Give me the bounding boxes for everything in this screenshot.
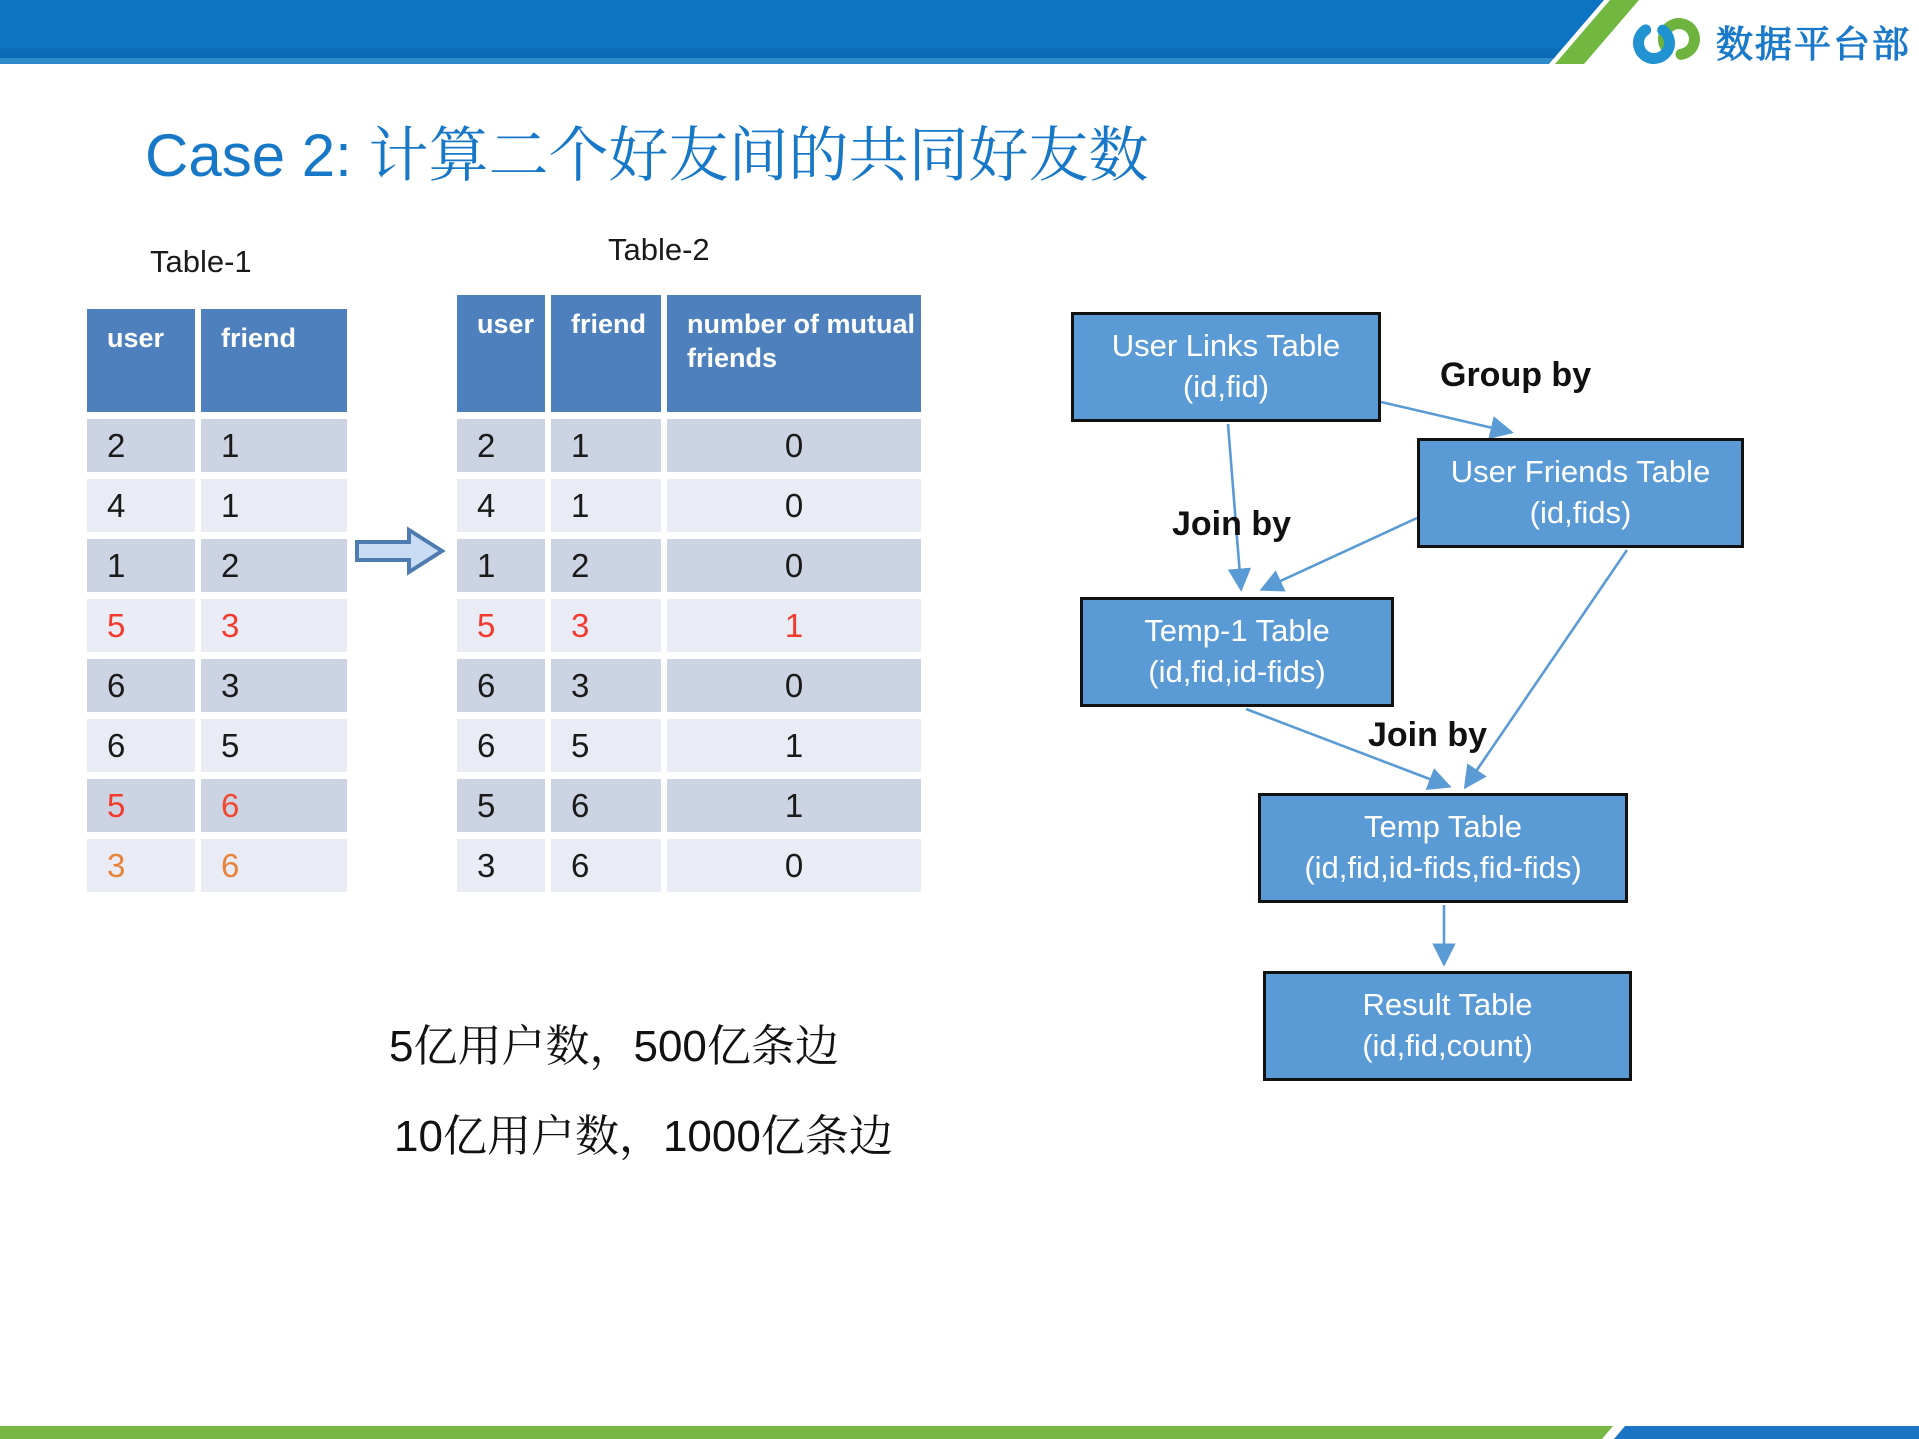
node-user-friends-table bbox=[1417, 438, 1744, 548]
table2-cell: 6 bbox=[457, 719, 545, 772]
table1 bbox=[87, 309, 347, 892]
table2-cell: 1 bbox=[457, 539, 545, 592]
table2-label: Table-2 bbox=[608, 232, 710, 267]
table2-cell: 0 bbox=[667, 659, 921, 712]
table2-cell: 0 bbox=[667, 539, 921, 592]
table1-cell: 3 bbox=[201, 659, 347, 712]
node-title: Temp-1 Table bbox=[1144, 613, 1330, 649]
company-logo bbox=[1630, 12, 1915, 70]
node-title: Result Table bbox=[1362, 987, 1533, 1023]
page-title: Case 2: 计算二个好友间的共同好友数 bbox=[145, 122, 1149, 189]
table1-cell: 1 bbox=[201, 479, 347, 532]
table2-cell: 6 bbox=[457, 659, 545, 712]
table2-cell: 3 bbox=[551, 659, 661, 712]
table2-cell: 2 bbox=[457, 419, 545, 472]
node-fields: (id,fid,id-fids) bbox=[1148, 654, 1326, 689]
logo-text: 数据平台部 bbox=[1716, 24, 1911, 65]
table1-cell: 5 bbox=[87, 599, 195, 652]
table1-cell: 5 bbox=[87, 779, 195, 832]
table1-cell: 4 bbox=[87, 479, 195, 532]
table2-header-friend: friend bbox=[551, 295, 661, 412]
node-fields: (id,fid) bbox=[1182, 369, 1270, 404]
node-fields: (id,fids) bbox=[1529, 495, 1632, 530]
table2-cell: 1 bbox=[667, 599, 921, 652]
table1-cell: 2 bbox=[87, 419, 195, 472]
table2-cell: 1 bbox=[667, 719, 921, 772]
infinity-loops-icon bbox=[1630, 12, 1704, 70]
table1-header-friend: friend bbox=[201, 309, 347, 412]
table1-cell: 2 bbox=[201, 539, 347, 592]
table2-cell: 1 bbox=[551, 419, 661, 472]
table2-cell: 6 bbox=[551, 839, 661, 892]
table2-header-mutual: number of mutual friends bbox=[667, 295, 921, 412]
node-temp-table bbox=[1258, 793, 1628, 903]
table1-cell: 6 bbox=[87, 719, 195, 772]
node-title: User Links Table bbox=[1111, 328, 1341, 364]
table1-cell: 6 bbox=[201, 839, 347, 892]
node-fields: (id,fid,count) bbox=[1362, 1028, 1533, 1063]
edge-label-join-by-2: Join by bbox=[1368, 716, 1488, 754]
table2-cell: 5 bbox=[457, 599, 545, 652]
table2 bbox=[457, 295, 921, 892]
table2-cell: 4 bbox=[457, 479, 545, 532]
table1-cell: 3 bbox=[87, 839, 195, 892]
table2-cell: 0 bbox=[667, 419, 921, 472]
table2-cell: 3 bbox=[551, 599, 661, 652]
table2-header-user: user bbox=[457, 295, 545, 412]
table2-cell: 5 bbox=[457, 779, 545, 832]
table1-cell: 1 bbox=[87, 539, 195, 592]
table1-cell: 5 bbox=[201, 719, 347, 772]
table1-cell: 1 bbox=[201, 419, 347, 472]
node-title: User Friends Table bbox=[1450, 454, 1711, 490]
footer-bar bbox=[0, 1426, 1919, 1439]
stat-line-2: 10亿用户数，1000亿条边 bbox=[394, 1112, 893, 1161]
table1-cell: 6 bbox=[87, 659, 195, 712]
table2-cell: 2 bbox=[551, 539, 661, 592]
table2-cell: 5 bbox=[551, 719, 661, 772]
edge-label-join-by-1: Join by bbox=[1172, 505, 1292, 543]
table1-header-user: user bbox=[87, 309, 195, 412]
table1-cell: 3 bbox=[201, 599, 347, 652]
node-temp1-table bbox=[1080, 597, 1394, 707]
right-block-arrow-icon bbox=[354, 526, 446, 576]
table1-cell: 6 bbox=[201, 779, 347, 832]
edge-label-group-by: Group by bbox=[1440, 356, 1592, 394]
table2-cell: 0 bbox=[667, 479, 921, 532]
table2-cell: 3 bbox=[457, 839, 545, 892]
table2-cell: 0 bbox=[667, 839, 921, 892]
table1-label: Table-1 bbox=[150, 244, 252, 279]
node-fields: (id,fid,id-fids,fid-fids) bbox=[1304, 850, 1582, 885]
table2-cell: 1 bbox=[667, 779, 921, 832]
node-title: Temp Table bbox=[1364, 809, 1522, 845]
node-result-table bbox=[1263, 971, 1632, 1081]
stat-line-1: 5亿用户数，500亿条边 bbox=[389, 1022, 839, 1071]
table2-cell: 1 bbox=[551, 479, 661, 532]
node-user-links-table bbox=[1071, 312, 1381, 422]
table2-cell: 6 bbox=[551, 779, 661, 832]
